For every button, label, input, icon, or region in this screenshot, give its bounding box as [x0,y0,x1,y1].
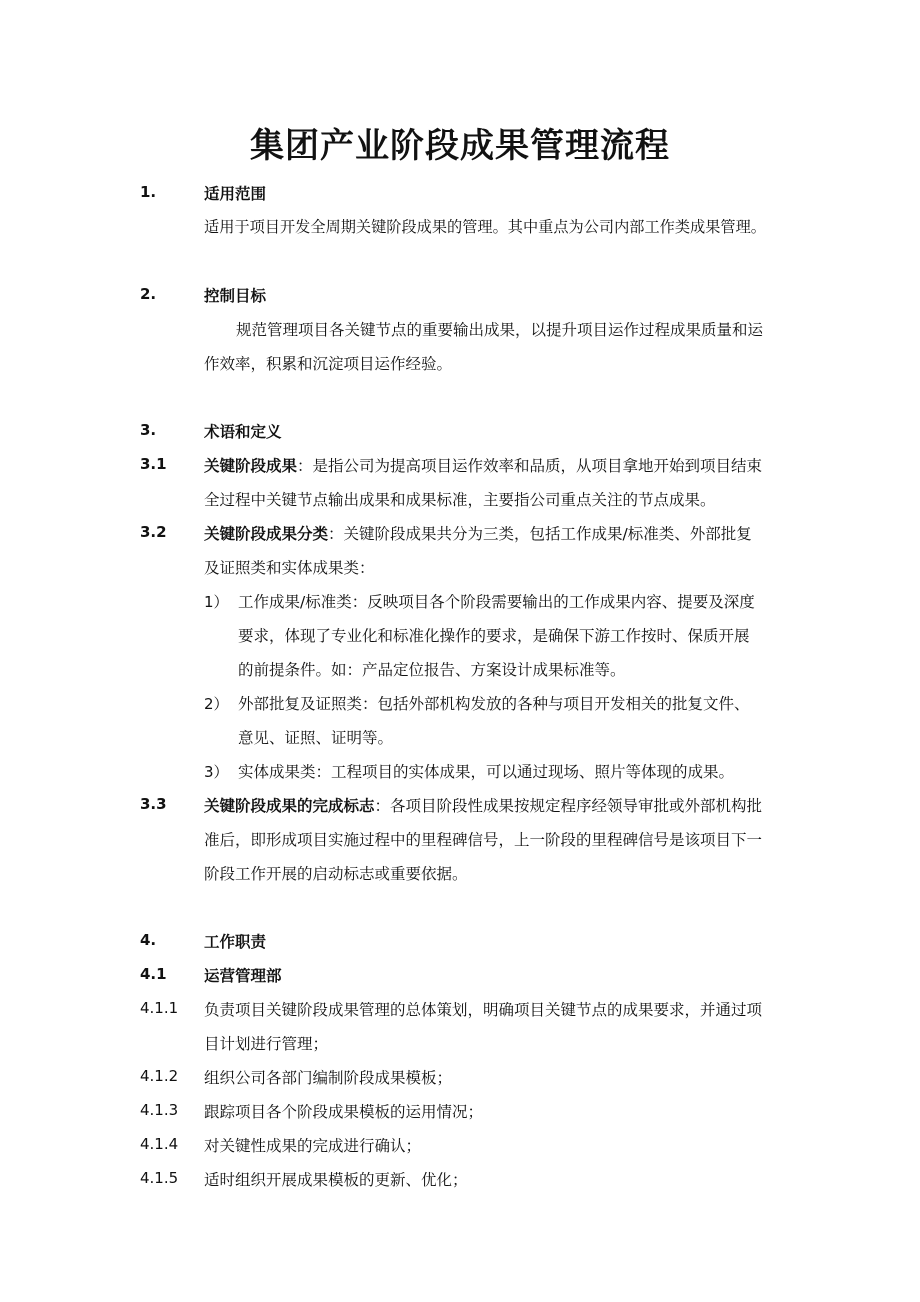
section-4-number: 4. [140,931,157,949]
section-1-heading: 适用范围 [204,185,267,203]
list-item-1-line3: 的前提条件。如：产品定位报告、方案设计成果标准等。 [238,661,626,679]
item-4-1-2-number: 4.1.2 [140,1067,179,1085]
term-3-3-line3: 阶段工作开展的启动标志或重要依据。 [204,865,468,883]
item-4-1-3-text: 跟踪项目各个阶段成果模板的运用情况； [204,1103,484,1121]
subsection-4-1-number: 4.1 [140,965,167,983]
term-3-3-number: 3.3 [140,795,167,813]
term-3-3-definition: ：各项目阶段性成果按规定程序经领导审批或外部机构批 [374,797,763,815]
item-4-1-4-text: 对关键性成果的完成进行确认； [204,1137,422,1155]
item-4-1-1-line2: 目计划进行管理； [204,1035,329,1053]
list-item-3-line1: 实体成果类：工程项目的实体成果，可以通过现场、照片等体现的成果。 [238,763,735,781]
subsection-4-1-heading: 运营管理部 [204,967,282,985]
item-4-1-1-line1: 负责项目关键阶段成果管理的总体策划，明确项目关键节点的成果要求，并通过项 [204,1001,763,1019]
item-4-1-4-number: 4.1.4 [140,1135,179,1153]
section-2-text-line1: 规范管理项目各关键节点的重要输出成果，以提升项目运作过程成果质量和运 [236,321,764,339]
term-3-1-line2: 全过程中关键节点输出成果和成果标准，主要指公司重点关注的节点成果。 [204,491,716,509]
list-item-1-line1: 工作成果/标准类：反映项目各个阶段需要输出的工作成果内容、提要及深度 [238,593,755,611]
term-3-1-definition: ：是指公司为提高项目运作效率和品质，从项目拿地开始到项目结束 [297,457,763,475]
section-2-heading: 控制目标 [204,287,267,305]
item-4-1-1-number: 4.1.1 [140,999,179,1017]
list-item-2-line1: 外部批复及证照类：包括外部机构发放的各种与项目开发相关的批复文件、 [238,695,750,713]
section-1-text: 适用于项目开发全周期关键阶段成果的管理。其中重点为公司内部工作类成果管理。 [204,218,766,236]
term-3-3-line2: 准后，即形成项目实施过程中的里程碑信号，上一阶段的里程碑信号是该项目下一 [204,831,763,849]
section-1-number: 1. [140,183,157,201]
section-3-number: 3. [140,421,157,439]
term-3-1-name: 关键阶段成果 [204,457,298,475]
section-2-text-line2: 作效率，积累和沉淀项目运作经验。 [204,355,453,373]
term-3-3-line1 [204,794,762,816]
list-item-1-line2: 要求，体现了专业化和标准化操作的要求，是确保下游工作按时、保质开展 [238,627,750,645]
section-4-heading: 工作职责 [204,933,267,951]
term-3-2-definition: ：关键阶段成果共分为三类，包括工作成果/标准类、外部批复 [328,525,752,543]
list-item-1-number: 1） [204,593,229,611]
term-3-3-name: 关键阶段成果的完成标志 [204,797,375,815]
term-3-2-name: 关键阶段成果分类 [204,525,329,543]
term-3-2-line2: 及证照类和实体成果类： [204,559,375,577]
item-4-1-2-text: 组织公司各部门编制阶段成果模板； [204,1069,453,1087]
item-4-1-5-text: 适时组织开展成果模板的更新、优化； [204,1171,468,1189]
document-title: 集团产业阶段成果管理流程 [250,126,670,166]
list-item-3-number: 3） [204,763,229,781]
section-3-heading: 术语和定义 [204,423,282,441]
term-3-1-line1 [204,454,762,476]
term-3-1-number: 3.1 [140,455,167,473]
section-2-number: 2. [140,285,157,303]
term-3-2-line1 [204,522,752,544]
item-4-1-3-number: 4.1.3 [140,1101,179,1119]
list-item-2-line2: 意见、证照、证明等。 [238,729,394,747]
list-item-2-number: 2） [204,695,229,713]
term-3-2-number: 3.2 [140,523,167,541]
item-4-1-5-number: 4.1.5 [140,1169,179,1187]
